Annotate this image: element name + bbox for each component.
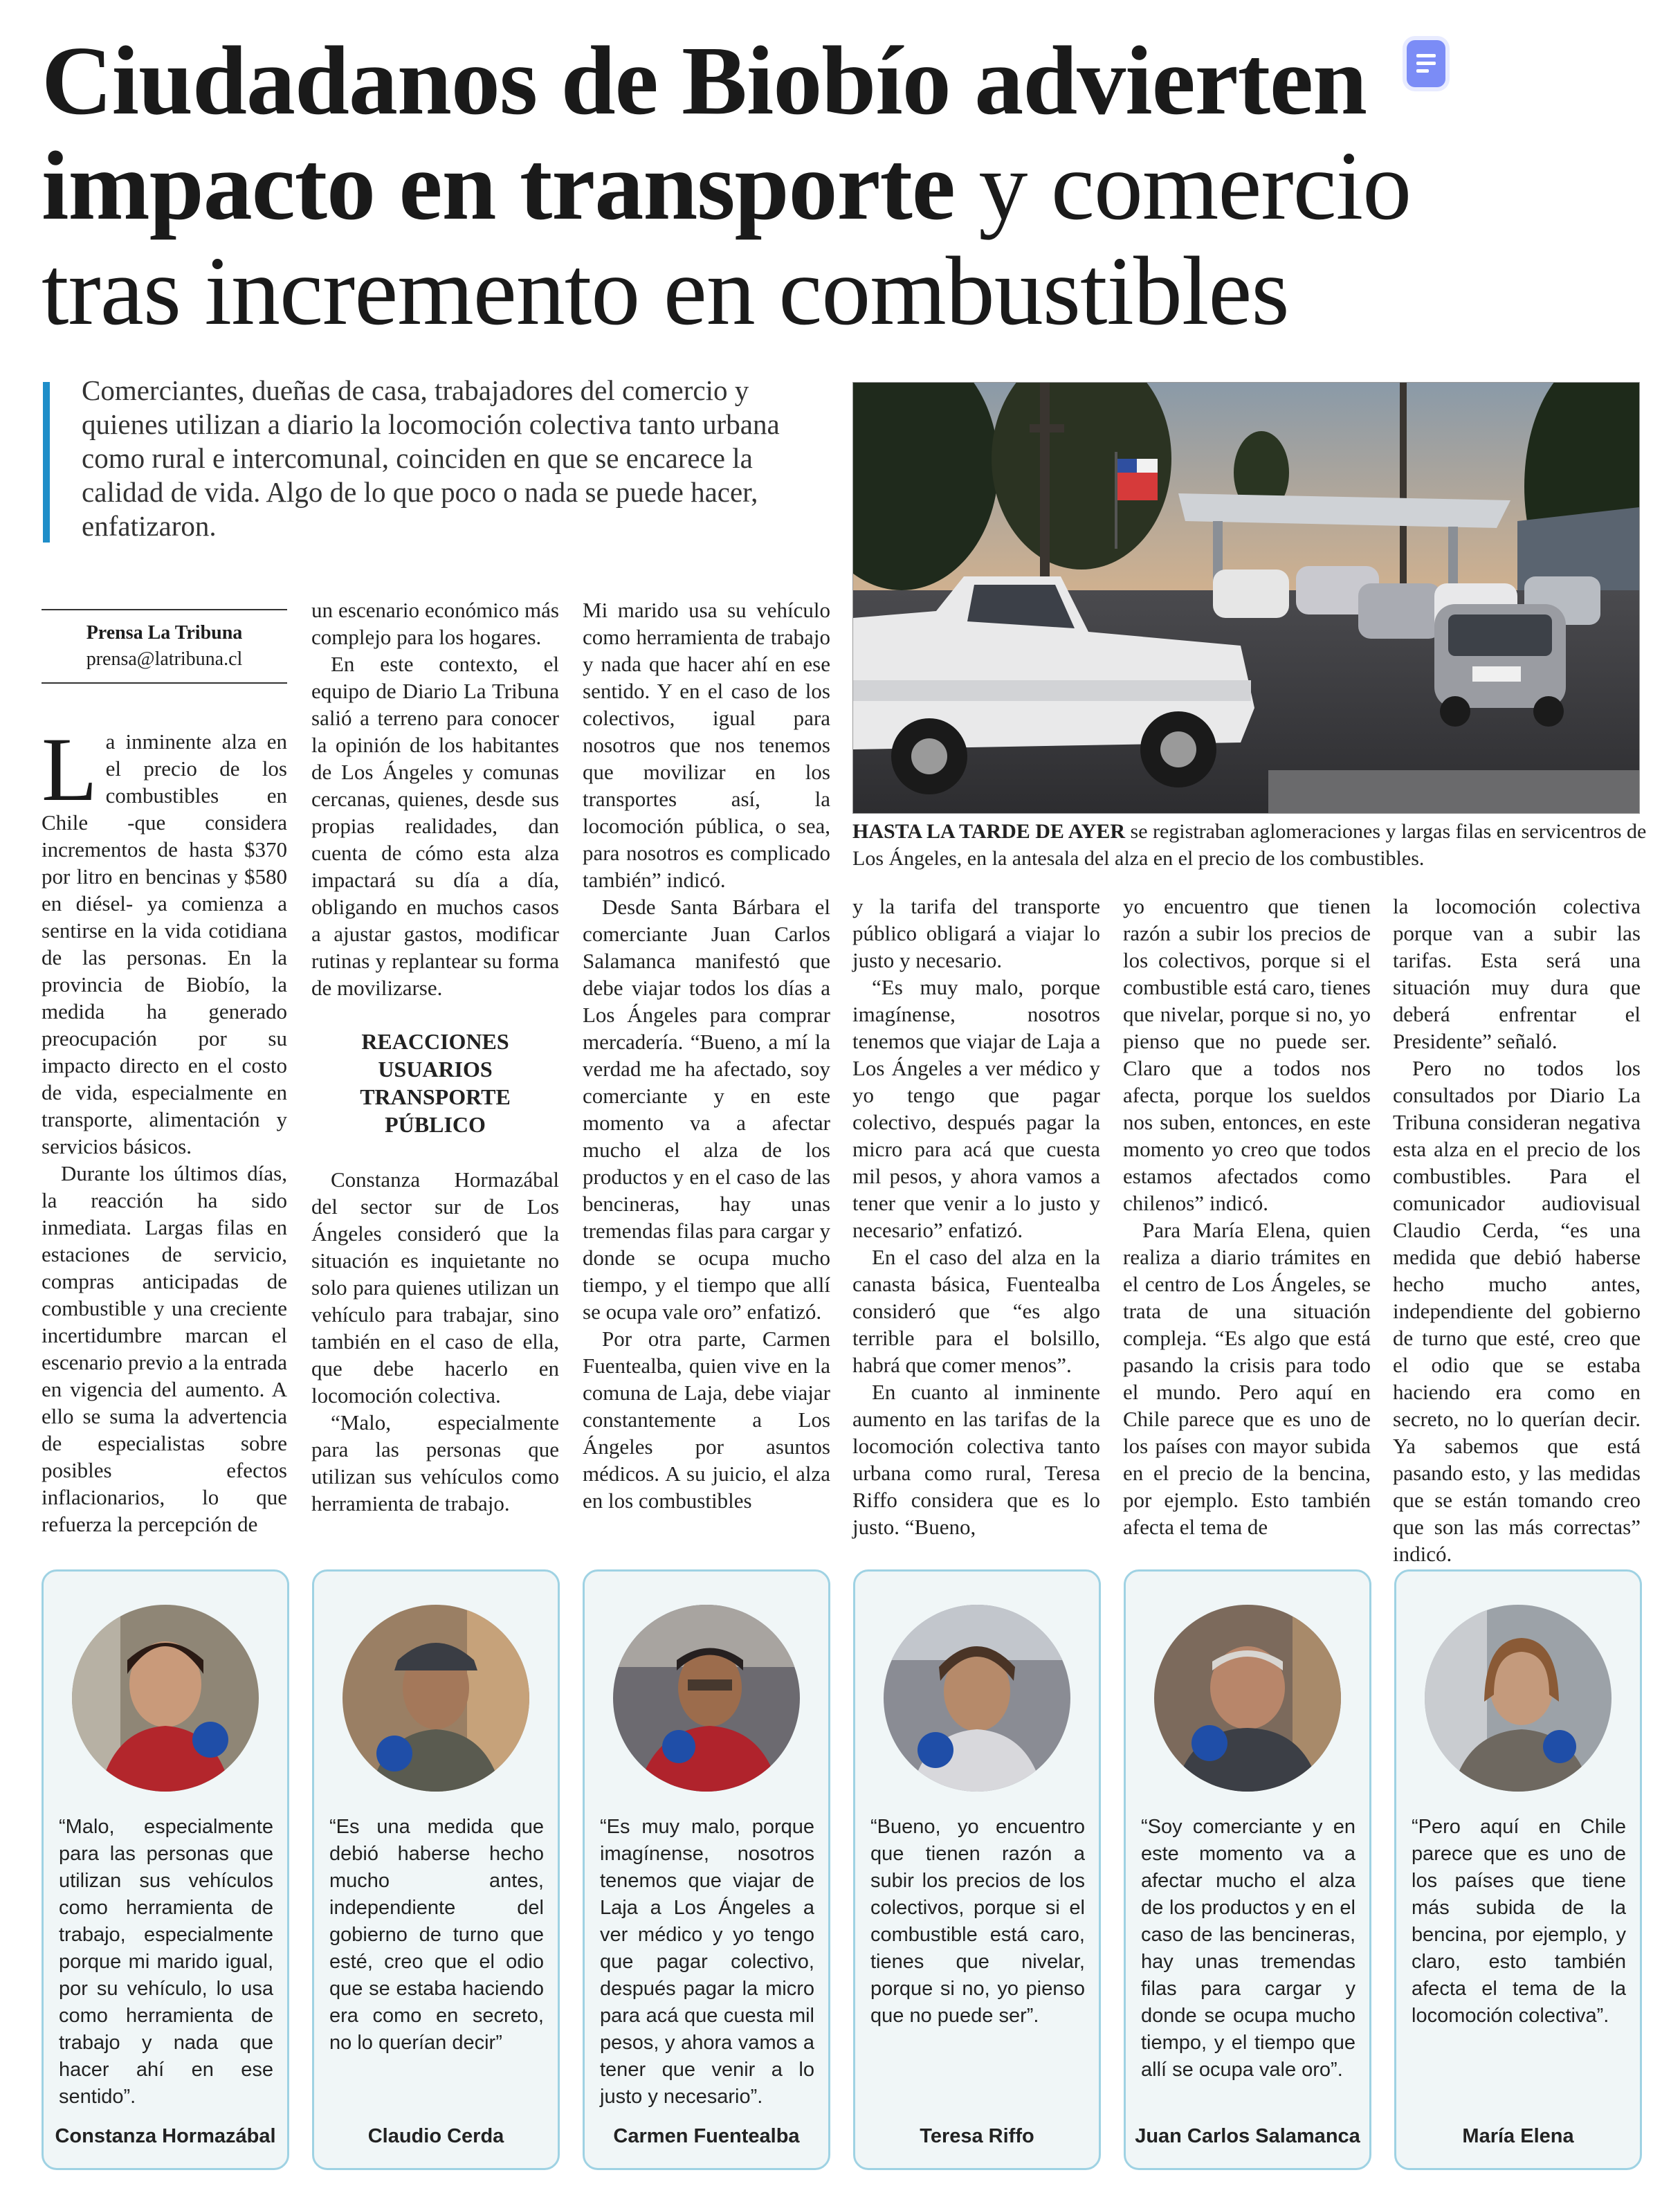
quote-text: “Es una medida que debió haberse hecho mucho antes, independiente del gobierno de turno que esté, creo que el odio que se estaba haciendo era como en secreto, no lo querían decir” (329, 1816, 544, 2054)
article-paragraph: “Malo, especialmente para las personas que utilizan sus vehículos como herramienta de trabajo. (311, 1410, 559, 1515)
quote-text: “Soy comerciante y en este momento va a afectar mucho el alza de los productos y en el caso de las bencineras, hay unas tremendas filas para cargar y donde se ocupa mucho tiempo, y el tiempo que allí se ocupa vale oro”. (1141, 1816, 1355, 2081)
quote-card (1124, 1569, 1371, 2170)
lead-accent-bar (43, 382, 50, 543)
article-column-2 (311, 596, 559, 1517)
article-paragraph: En el caso del alza en la canasta básica, Fuentealba consideró que “es algo terrible para el bolsillo, habrá que comer menos”. (852, 1245, 1100, 1377)
article-paragraph: Pero no todos los consultados por Diario La Tribuna consideran negativa esta alza en el precio de los combustibles. Para el comunicador audiovisual Claudio Cerda, “es una medida que debió haberse hecho mucho antes, independiente del gobierno de turno que esté, creo que el odio que se estaba haciendo era como en secreto, no lo querían decir. Ya sabemos que está pasando esto, y las medidas que se están tomando creo que son las más correctas” indicó. (1393, 1056, 1641, 1566)
article-paragraph: Mi marido usa su vehículo como herramienta de trabajo y nada que hacer ahí en ese sentido. Y en el caso de los colectivos, igual para nosotros que nos tenemos que movilizar en los transportes así, la locomoción pública, o sea, para nosotros es complicado también” indicó. (583, 598, 830, 892)
article-column-6 (1393, 893, 1641, 1567)
note-icon[interactable] (1407, 40, 1445, 87)
headline-line-2-regular: y comercio (954, 131, 1412, 240)
byline-email[interactable]: prensa@latribuna.cl (86, 648, 243, 670)
headline-line-1: Ciudadanos de Biobío advierten (42, 26, 1367, 135)
portrait-photo (72, 1605, 259, 1792)
quote-card (312, 1569, 560, 2170)
person-name: Teresa Riffo (920, 2125, 1034, 2147)
photo-caption (852, 818, 1648, 872)
article-paragraph: y la tarifa del transporte público obligará a viajar lo justo y necesario. (852, 894, 1100, 972)
quote-card (42, 1569, 289, 2170)
drop-cap: L (42, 718, 98, 820)
article-paragraph: “Es muy malo, porque imagínense, nosotros tenemos que viajar de Laja a Los Ángeles a ver médico y yo tengo que pagar colectivo, después pagar la micro para acá que cuesta mil pesos, y ahora vamos a tener que venir a lo justo y necesario” enfatizó. (852, 975, 1100, 1242)
article-paragraph: En cuanto al inminente aumento en las tarifas de la locomoción colectiva tanto urbana como rural, Teresa Riffo considera que es lo justo. “Bueno, (852, 1380, 1100, 1539)
portrait-photo (613, 1605, 800, 1792)
quote-card (853, 1569, 1101, 2170)
headline (42, 28, 1529, 343)
quote-text: “Bueno, yo encuentro que tienen razón a subir los precios de los colectivos, porque si el combustible está caro, tienes que nivelar, porque si no, yo pienso que no puede ser”. (870, 1816, 1085, 2027)
caption-lead: HASTA LA TARDE DE AYER (852, 820, 1126, 843)
article-paragraph: la locomoción colectiva porque van a subir las tarifas. Esta será una situación muy dura que deberá enfrentar el Presidente” señaló. (1393, 894, 1641, 1053)
article-column-3 (583, 596, 830, 1514)
byline (42, 609, 287, 684)
quote-card (583, 1569, 830, 2170)
headline-line-2-bold: impacto en transporte (42, 131, 955, 240)
article-paragraph: Para María Elena, quien realiza a diario trámites en el centro de Los Ángeles, se trata de una situación compleja. “Es algo que está pasando la crisis para todo el mundo. Pero aquí en Chile parece que es uno de los países con mayor subida en el precio de la bencina, por ejemplo. Esto también afecta el tema de (1123, 1218, 1371, 1539)
article-paragraph: Constanza Hormazábal del sector sur de Los Ángeles consideró que la situación es inquietante no solo para quienes utilizan un vehículo para trabajar, sino también en el caso de ella, que debe hacerlo en locomoción colectiva. (311, 1167, 559, 1408)
section-subheading: REACCIONES USUARIOS TRANSPORTE PÚBLICO (360, 1029, 511, 1137)
gas-station-queue-photo (852, 382, 1640, 814)
quote-card (1394, 1569, 1642, 2170)
quote-cards (42, 1569, 1640, 2171)
article-paragraph: Durante los últimos días, la reacción ha sido inmediata. Largas filas en estaciones de servicio, compras anticipadas de combustible y una creciente incertidumbre marcan el escenario previo a la entrada en vigencia del aumento. A ello se suma la advertencia de especialistas sobre posibles efectos inflacionarios, lo que refuerza la percepción de (42, 1161, 287, 1536)
portrait-photo (1154, 1605, 1341, 1792)
person-name: María Elena (1462, 2125, 1574, 2147)
article-paragraph: En este contexto, el equipo de Diario La Tribuna salió a terreno para conocer la opinión de los habitantes de Los Ángeles y comunas cercanas, quienes, desde sus propias realidades, dan cuenta de cómo esta alza impactará su día a día, obligando en muchos casos a ajustar gastos, modificar rutinas y replantear su forma de movilizarse. (311, 652, 559, 1000)
quote-text: “Malo, especialmente para las personas que utilizan sus vehículos como herramienta de trabajo, especialmente porque mi marido igual, por su vehículo, lo usa como herramienta de trabajo y nada que hacer ahí en ese sentido”. (59, 1816, 273, 2108)
byline-name: Prensa La Tribuna (86, 622, 243, 644)
article-paragraph: Desde Santa Bárbara el comerciante Juan Carlos Salamanca manifestó que debe viajar todos los días a Los Ángeles para comprar mercadería. “Bueno, a mí la verdad me ha afectado, soy comerciante y en este momento va a afectar mucho el alza de los productos y en el caso de las bencineras, hay unas tremendas filas para cargar y donde se ocupa mucho tiempo, y el tiempo que allí se ocupa vale oro” enfatizó. (583, 895, 830, 1324)
article-column-5 (1123, 893, 1371, 1540)
caption-text: se registraban aglomeraciones y largas filas en servicentros de Los Ángeles, en la antesala del alza en el precio de los combustibles. (852, 820, 1647, 870)
article-paragraph: yo encuentro que tienen razón a subir los precios de los colectivos, porque si el combustible está caro, tienes que nivelar, porque si no, yo pienso que no puede ser. Claro que a todos nos afecta, porque los sueldos nos suben, entonces, en este momento yo creo que todos estamos afectados como chilenos” indicó. (1123, 894, 1371, 1215)
person-name: Carmen Fuentealba (613, 2125, 800, 2147)
article-column-4 (852, 893, 1100, 1540)
portrait-photo (343, 1605, 529, 1792)
article-column-1 (42, 718, 287, 1538)
quote-text: “Es muy malo, porque imagínense, nosotros tenemos que viajar de Laja a Los Ángeles a ver médico y yo tengo que pagar colectivo, después pagar la micro para acá que cuesta mil pesos, y ahora vamos a tener que venir a lo justo y necesario”. (600, 1816, 814, 2108)
person-name: Juan Carlos Salamanca (1135, 2125, 1360, 2147)
person-name: Claudio Cerda (367, 2125, 504, 2147)
person-name: Constanza Hormazábal (55, 2125, 276, 2147)
quote-text: “Pero aquí en Chile parece que es uno de los países que tiene más subida de la bencina, por ejemplo, y claro, esto también afecta el tema de la locomoción colectiva”. (1412, 1816, 1626, 2027)
headline-line-3: tras incremento en combustibles (42, 236, 1289, 345)
portrait-photo (1425, 1605, 1611, 1792)
lead-paragraph: Comerciantes, dueñas de casa, trabajadores del comercio y quienes utilizan a diario la locomoción colectiva tanto urbana como rural e intercomunal, coinciden en que se encarece la calidad de vida. Algo de lo que poco o nada se puede hacer, enfatizaron. (82, 374, 780, 542)
article-paragraph: a inminente alza en el precio de los combustibles en Chile -que considera incrementos de hasta $370 por litro en bencinas y $580 en diésel- ya comienza a sentirse en la vida cotidiana de las personas. En la provincia de Biobío, la medida ha generado preocupación por su impacto directo en el costo de vida, especialmente en transporte, alimentación y servicios básicos. (42, 729, 287, 1158)
photo-illustration (853, 383, 1639, 813)
article-paragraph: Por otra parte, Carmen Fuentealba, quien vive en la comuna de Laja, debe viajar constantemente a Los Ángeles por asuntos médicos. A su juicio, el alza en los combustibles (583, 1327, 830, 1513)
portrait-photo (884, 1605, 1070, 1792)
article-paragraph: un escenario económico más complejo para los hogares. (311, 598, 559, 649)
